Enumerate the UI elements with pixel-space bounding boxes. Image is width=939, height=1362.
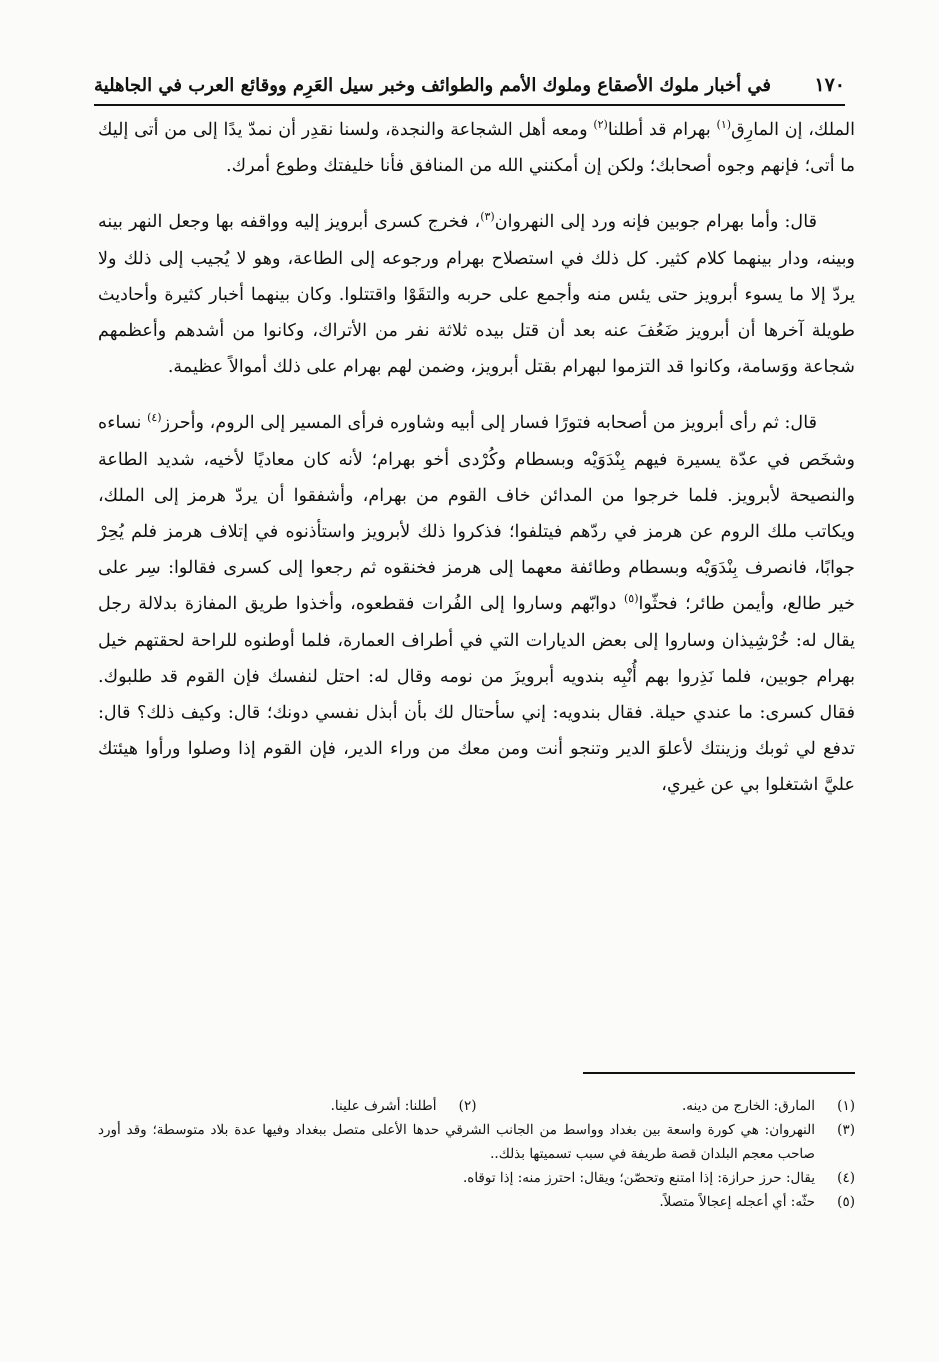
footnotes	[98, 1094, 855, 1214]
main-text	[98, 112, 855, 824]
footnote-text: النهروان: هي كورة واسعة بين بغداد وواسط من الجانب الشرقي حدها الأعلى متصل ببغداد وفيها عدة بلاد متوسطة؛ وقد أورد صاحب معجم البلدان قصة طريفة في سبب تسميتها بذلك..	[98, 1122, 815, 1162]
footnote-text: أطلنا: أشرف علينا.	[330, 1098, 437, 1114]
paragraph-2	[98, 204, 855, 385]
footnote-row-1-2	[98, 1094, 855, 1118]
footnote-ref-1[interactable]: (١)	[716, 118, 732, 132]
text-run: قال: ثم رأى أبرويز من أصحابه فتورًا فسار إلى أبيه وشاوره فرأى المسير إلى الروم، وأحرز	[161, 413, 817, 434]
footnote-ref-4[interactable]: (٤)	[147, 411, 162, 425]
text-run: ومعه أهل الشجاعة والنجدة، ولسنا نقدِر أن نمدّ يدًا إلى من أتى إليك ما أتى؛ فإنهم وجوه أصحابك؛ ولكن إن أمكنني الله من المنافق فأنا خليفتك وطوع أمرك.	[98, 120, 855, 177]
footnote-ref-2[interactable]: (٢)	[593, 118, 608, 132]
footnote-number: (٣)	[837, 1122, 855, 1138]
footnote-divider	[583, 1072, 855, 1074]
footnote-2	[98, 1094, 477, 1118]
footnote-number: (٤)	[837, 1170, 855, 1186]
footnote-ref-3[interactable]: (٣)	[480, 210, 495, 224]
text-run: دوابّهم وساروا إلى الفُرات فقطعوه، وأخذوا طريق المفازة بدلالة رجل يقال له: خُرْشِيذان وساروا إلى بعض الديارات التي في أطراف العمارة، فلما أوطنوه للراحة لحقتهم خيل بهرام جوبين، فلما نَذِروا بهم أُنْبِه بندويه أبرويزَ من نومه وقال له: احتل لنفسك فإن القوم قد طلبوك. فقال كسرى: ما عندي حيلة. فقال بندويه: إني سأحتال لك بأن أبذل نفسي دونك؛ قال: وكيف ذلك؟ قال: تدفع لي ثوبك وزينتك لأعلوَ الدير وتنجو أنت ومن معك من وراء الدير، فإن القوم إذا وصلوا ورأوا هيئتك عليَّ اشتغلوا بي عن غيري،	[98, 594, 855, 796]
text-run: قال: وأما بهرام جوبين فإنه ورد إلى النهروان	[494, 212, 817, 233]
footnote-1	[477, 1094, 856, 1118]
page-number: ١٧٠	[814, 74, 845, 96]
text-run: ، فخرج كسرى أبرويز إليه وواقفه بها وجعل النهر بينه وبينه، ودار بينهما كلام كثير. كل ذلك في استصلاح بهرام ورجوعه إلى الطاعة، وهو لا يُجيب إلى ذلك ولا يردّ إلا ما يسوء أبرويز حتى يئس منه وأجمع على حربه والتقَوْا واقتتلوا. وكان بينهما أخبار كثيرة وأحاديث طويلة آخرها أن أبرويز ضَعُفَ عنه بعد أن قتل بيده ثلاثة نفر من الأتراك، وكانوا من أشدهم وأعظمهم شجاعة ووَسامة، وكانوا قد التزموا لبهرام بقتل أبرويز، وضمن لهم بهرام على ذلك أموالاً عظيمة.	[98, 212, 855, 378]
footnote-4	[98, 1166, 855, 1190]
running-header	[94, 66, 845, 106]
footnote-3	[98, 1118, 855, 1166]
running-title: في أخبار ملوك الأصقاع وملوك الأمم والطوائف وخبر سيل العَرِم ووقائع العرب في الجاهلية	[94, 74, 772, 96]
text-run: بهرام قد أطلنا	[607, 120, 717, 140]
text-run: نساءه وشخَص في عدّة يسيرة فيهم بِنْدَوَيْه وبسطام وكُرْدى أخو بهرام؛ لأنه كان معاديًا لأخيه، شديد الطاعة والنصيحة لأبرويز. فلما خرجوا من المدائن خاف القوم من بهرام، وأشفقوا أن يردّ هرمز إلى الملك، ويكاتب ملك الروم عن هرمز في ردّهم فيتلفوا؛ فذكروا ذلك لأبرويز واستأذنوه في إتلاف هرمز فلم يُحِرْ جوابًا، فانصرف بِنْدَوَيْه وبسطام وطائفة معهما إلى هرمز فخنقوه ثم رجعوا إلى كسرى فقالوا: سِر على خير طالع، وأيمن طائر؛ فحثّوا	[98, 413, 855, 615]
paragraph-1	[98, 112, 855, 184]
footnote-ref-5[interactable]: (٥)	[623, 592, 639, 606]
paragraph-3	[98, 405, 855, 803]
footnote-text: يقال: حرز حرازة: إذا امتنع وتحصّن؛ ويقال: احترز منه: إذا توقاه.	[462, 1170, 815, 1186]
footnote-text: حثّه: أي أعجله إعجالاً متصلاً.	[659, 1194, 815, 1210]
text-run: الملك، إن المارِق	[731, 120, 855, 140]
footnote-number: (١)	[837, 1098, 855, 1114]
footnote-text: المارق: الخارج من دينه.	[681, 1098, 815, 1114]
footnote-5	[98, 1190, 855, 1214]
footnote-number: (٥)	[837, 1194, 855, 1210]
footnote-number: (٢)	[458, 1098, 477, 1114]
